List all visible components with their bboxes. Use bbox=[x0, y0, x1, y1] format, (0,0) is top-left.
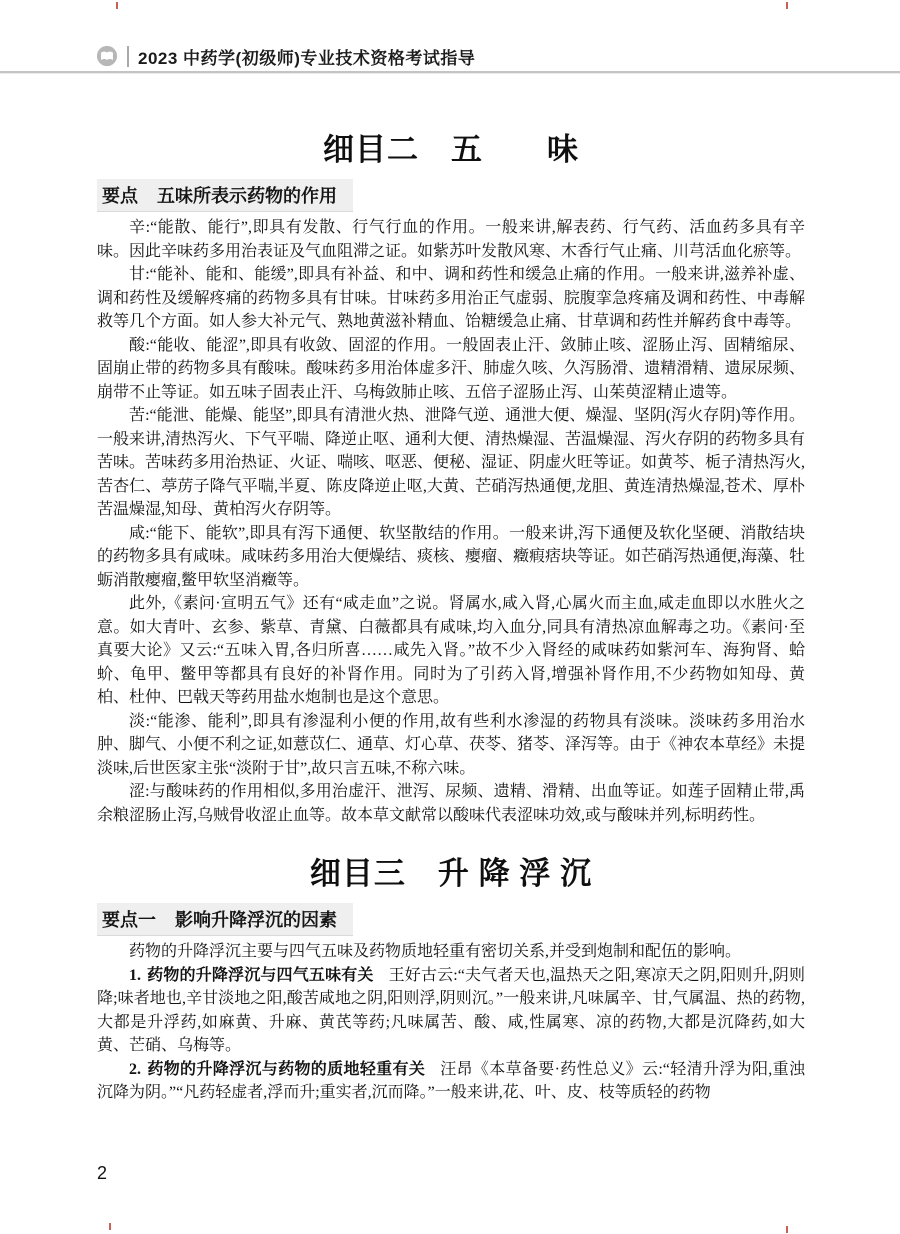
paragraph-bland: 淡:“能渗、能利”,即具有渗湿利小便的作用,故有些利水渗湿的药物具有淡味。淡味药多用治水肿、脚气、小便不利之证,如薏苡仁、通草、灯心草、茯苓、猪苓、泽泻等。由于《神农本草经》未提淡味,后世医家主张“淡附于甘”,故只言五味,不称六味。 bbox=[97, 712, 806, 777]
item-number: 2. bbox=[129, 1060, 141, 1078]
item-text: 王好古云:“夫气者天也,温热天之阳,寒凉天之阴,阳则升,阴则降;味者地也,辛甘淡地之阳,酸苦咸地之阴,阳则浮,阴则沉。”一般来讲,凡味属辛、甘,气属温、热的药物,大都是升浮药,如麻黄、升麻、黄芪等药;凡味属苦、酸、咸,性属寒、凉的药物,大都是沉降药,如大黄、芒硝、乌梅等。 bbox=[97, 966, 805, 1054]
keypoint-label: 要点一 bbox=[102, 910, 156, 930]
paragraph-intro: 药物的升降浮沉主要与四气五味及药物质地轻重有密切关系,并受到炮制和配伍的影响。 bbox=[129, 943, 742, 960]
keypoint-label: 要点 bbox=[102, 186, 138, 206]
paragraph-salty: 咸:“能下、能软”,即具有泻下通便、软坚散结的作用。一般来讲,泻下通便及软化坚硬、消散结块的药物多具有咸味。咸味药多用治大便燥结、痰核、瘿瘤、癥瘕痞块等证。如芒硝泻热通便,海藻、牡蛎消散瘿瘤,鳖甲软坚消癥等。 bbox=[97, 524, 806, 589]
section-title-ascending-descending: 细目三 升 降 浮 沉 bbox=[309, 856, 593, 891]
header-separator bbox=[127, 46, 129, 67]
keypoint-text: 影响升降浮沉的因素 bbox=[175, 910, 337, 930]
paragraph-salty-blood-note: 此外,《素问·宣明五气》还有“咸走血”之说。肾属水,咸入肾,心属火而主血,咸走血即以水胜火之意。如大青叶、玄参、紫草、青黛、白薇都具有咸味,均入血分,同具有清热凉血解毒之功。《素问·至真要大论》又云:“五味入胃,各归所喜……咸先入肾。”故不少入肾经的咸味药如紫河车、海狗肾、蛤蚧、龟甲、鳖甲等都具有良好的补肾作用。同时为了引药入肾,增强补肾作用,不少药物如知母、黄柏、杜仲、巴戟天等药用盐水炮制也是这个意思。 bbox=[97, 595, 805, 706]
numbered-item-1 bbox=[97, 964, 805, 1058]
page-number: 2 bbox=[97, 1163, 108, 1183]
section-title-five-flavors: 细目二 五 味 bbox=[323, 132, 579, 167]
page-header bbox=[96, 43, 475, 69]
crop-mark bbox=[116, 2, 118, 9]
page-content bbox=[97, 74, 805, 1105]
paragraph-sweet: 甘:“能补、能和、能缓”,即具有补益、和中、调和药性和缓急止痛的作用。一般来讲,滋养补虚、调和药性及缓解疼痛的药物多具有甘味。甘味药多用治正气虚弱、脘腹挛急疼痛及调和药性、中毒解救等几个方面。如人参大补元气、熟地黄滋补精血、饴糖缓急止痛、甘草调和药性并解药食中毒等。 bbox=[97, 266, 805, 330]
item-number: 1. bbox=[129, 966, 141, 984]
item-bold-title: 药物的升降浮沉与四气五味有关 bbox=[147, 966, 374, 984]
crop-mark bbox=[786, 1226, 788, 1233]
keypoint-heading-influencing-factors bbox=[97, 903, 353, 935]
keypoint-heading-five-flavors bbox=[97, 179, 353, 211]
paragraph-pungent: 辛:“能散、能行”,即具有发散、行气行血的作用。一般来讲,解表药、行气药、活血药多具有辛味。因此辛味药多用治表证及气血阻滞之证。如紫苏叶发散风寒、木香行气止痛、川芎活血化瘀等。 bbox=[97, 219, 805, 260]
numbered-item-2 bbox=[97, 1058, 805, 1105]
book-title: 2023 中药学(初级师)专业技术资格考试指导 bbox=[138, 48, 476, 68]
paragraph-sour: 酸:“能收、能涩”,即具有收敛、固涩的作用。一般固表止汗、敛肺止咳、涩肠止泻、固精缩尿、固崩止带的药物多具有酸味。酸味药多用治体虚多汗、肺虚久咳、久泻肠滑、遗精滑精、遗尿尿频、崩带不止等证。如五味子固表止汗、乌梅敛肺止咳、五倍子涩肠止泻、山茱萸涩精止遗等。 bbox=[97, 336, 805, 401]
book-icon bbox=[96, 45, 118, 67]
crop-mark bbox=[109, 1223, 111, 1230]
crop-mark bbox=[786, 2, 788, 9]
paragraph-astringent: 涩:与酸味药的作用相似,多用治虚汗、泄泻、尿频、遗精、滑精、出血等证。如莲子固精止带,禹余粮涩肠止泻,乌贼骨收涩止血等。故本草文献常以酸味代表涩味功效,或与酸味并列,标明药性。 bbox=[97, 783, 805, 824]
item-bold-title: 药物的升降浮沉与药物的质地轻重有关 bbox=[147, 1060, 426, 1078]
paragraph-bitter: 苦:“能泄、能燥、能坚”,即具有清泄火热、泄降气逆、通泄大便、燥湿、坚阴(泻火存阴)等作用。一般来讲,清热泻火、下气平喘、降逆止呕、通利大便、清热燥湿、苦温燥湿、泻火存阴的药物多具有苦味。苦味药多用治热证、火证、喘咳、呕恶、便秘、湿证、阴虚火旺等证。如黄芩、栀子清热泻火,苦杏仁、葶苈子降气平喘,半夏、陈皮降逆止呕,大黄、芒硝泻热通便,龙胆、黄连清热燥湿,苍术、厚朴苦温燥湿,知母、黄柏泻火存阴等。 bbox=[97, 407, 806, 518]
item-text: 汪昂《本草备要·药性总义》云:“轻清升浮为阳,重浊沉降为阴。”“凡药轻虚者,浮而升;重实者,沉而降。”一般来讲,花、叶、皮、枝等质轻的药物 bbox=[97, 1060, 805, 1101]
keypoint-text: 五味所表示药物的作用 bbox=[157, 186, 337, 206]
